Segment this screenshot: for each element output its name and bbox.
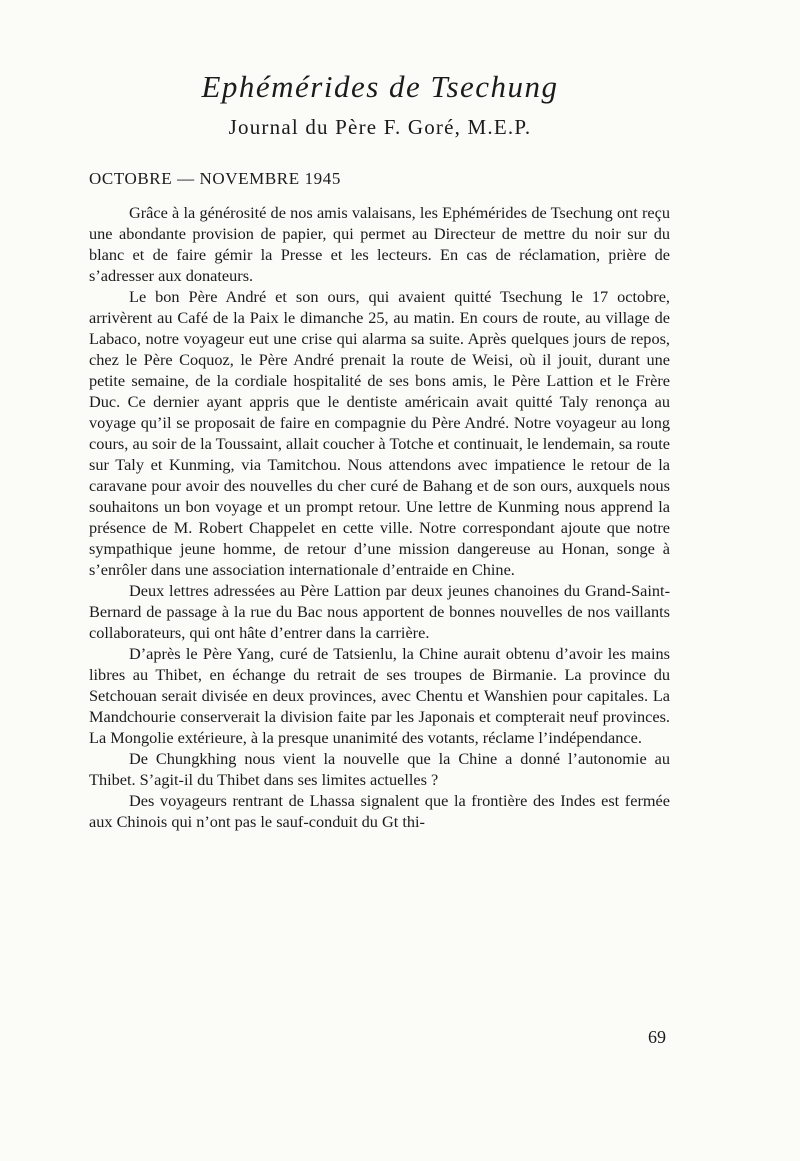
body-text: [89, 202, 670, 832]
paragraph: Deux lettres adressées au Père Lattion par deux jeunes chanoines du Grand-Saint-Bernard de passage à la rue du Bac nous apportent de bonnes nouvelles de nos vaillants collaborateurs, qui ont hâte d’entrer dans la carrière.: [89, 581, 670, 642]
page-number: 69: [648, 1027, 666, 1047]
paragraph: De Chungkhing nous vient la nouvelle que la Chine a donné l’autonomie au Thibet. S’agit-il du Thibet dans ses limites actuelles ?: [89, 749, 670, 789]
section-heading: OCTOBRE — NOVEMBRE 1945: [89, 169, 341, 188]
paragraph: Grâce à la générosité de nos amis valaisans, les Ephémérides de Tsechung ont reçu une abondante provision de papier, qui permet au Directeur de mettre du noir sur du blanc et de faire gémir la Presse et les lecteurs. En cas de réclamation, prière de s’adresser aux donateurs.: [89, 203, 670, 285]
paragraph: D’après le Père Yang, curé de Tatsienlu, la Chine aurait obtenu d’avoir les mains libres au Thibet, en échange du retrait de ses troupes de Birmanie. La province du Setchouan serait divisée en deux provinces, avec Chentu et Wanshien pour capitales. La Mandchourie conserverait la division faite par les Japonais et compterait neuf provinces. La Mongolie extérieure, à la presque unanimité des votants, réclame l’indépendance.: [89, 644, 670, 747]
paragraph: Le bon Père André et son ours, qui avaient quitté Tsechung le 17 octobre, arrivèrent au Café de la Paix le dimanche 25, au matin. En cours de route, au village de Labaco, notre voyageur eut une crise qui alarma sa suite. Après quelques jours de repos, chez le Père Coquoz, le Père André prenait la route de Weisi, où il jouit, durant une petite semaine, de la cordiale hospitalité de ses bons amis, le Père Lattion et le Frère Duc. Ce dernier ayant appris que le dentiste américain avait quitté Taly renonça au voyage qu’il se proposait de faire en compagnie du Père André. Notre voyageur au long cours, au soir de la Toussaint, allait coucher à Totche et continuait, le lendemain, sa route sur Taly et Kunming, via Tamitchou. Nous attendons avec impatience le retour de la caravane pour avoir des nouvelles du cher curé de Bahang et de son ours, auxquels nous souhaitons un bon voyage et un prompt retour. Une lettre de Kunming nous apprend la présence de M. Robert Chappelet en cette ville. Notre correspondant ajoute que notre sympathique jeune homme, de retour d’une mission dangereuse au Honan, songe à s’enrôler dans une association internationale d’entraide en Chine.: [89, 287, 670, 579]
page-title: Ephémérides de Tsechung: [201, 69, 559, 104]
paragraph: Des voyageurs rentrant de Lhassa signalent que la frontière des Indes est fermée aux Chinois qui n’ont pas le sauf-conduit du Gt thi-: [89, 791, 670, 831]
page-subtitle: Journal du Père F. Goré, M.E.P.: [228, 115, 532, 139]
